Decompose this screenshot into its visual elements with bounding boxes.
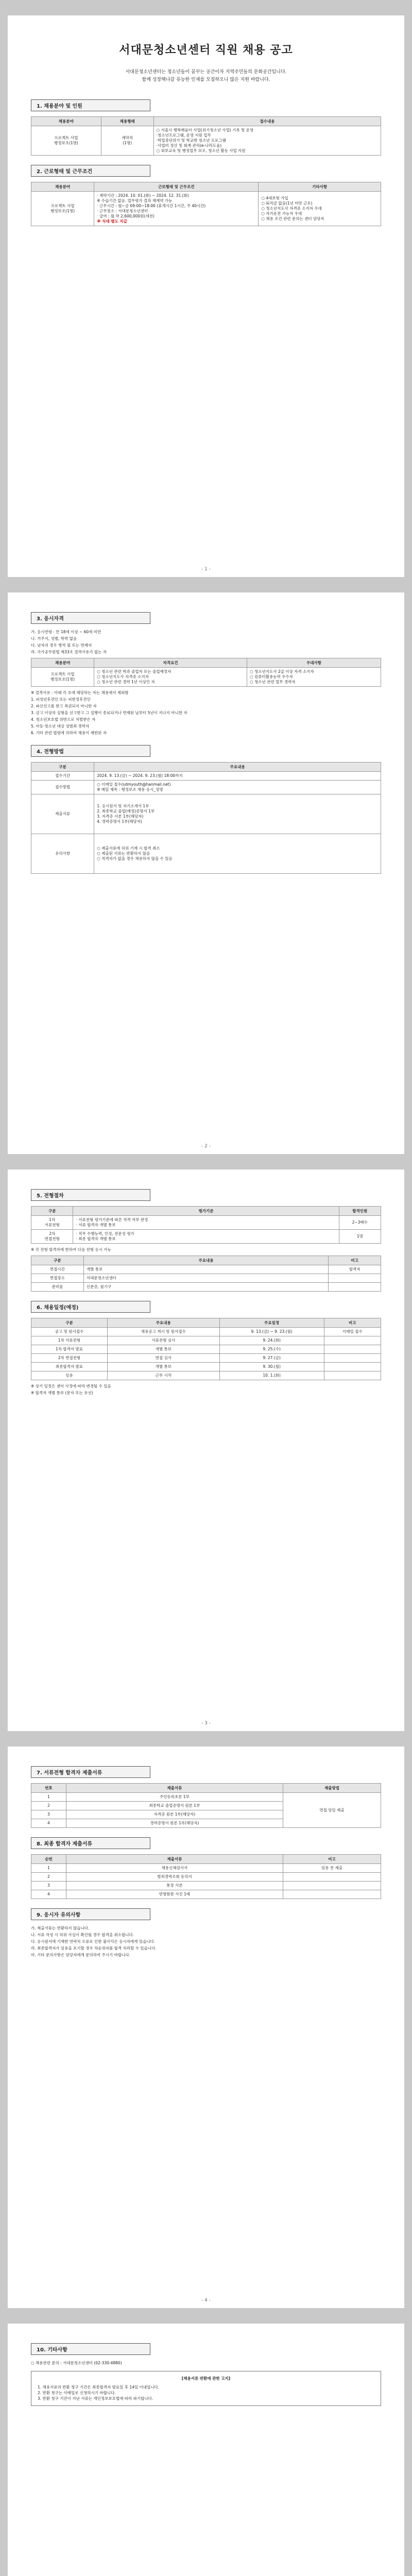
document-page: 10. 기타사항 ○ 채용관련 문의 : 서대문청소년센터 (02-330-4880) [채용서류 반환에 관한 고지] 1. 채용서류의 반환 청구 기간은 최종합격자 발표일 후 14일 이내입니다. 2. 반환 청구는 이메일로 신청하시기 바랍니다. 3. 반환 청구 기간이 지난 서류는 개인정보보호법에 따라 파기합니다.	[8, 2324, 404, 2576]
document-page: 3. 응시자격 가. 응시연령 : 만 18세 이상 ~ 60세 미만 나. 거주지, 성별, 학력 없음 다. 남자의 경우 병역 필 또는 면제자 라. 국가공무원법 제33조 결격사유가 없는 자 채용분야 자격요건 우대사항 프로젝트 사업 행정보조(1명) ○ 청소년 관련 학과 졸업자 또는 졸업예정자 ○ 청소년지도사 자격증 소지자 ○ 청소년 관련 경력 1년 이상인 자 ○ 청소년지도사 2급 이상 자격 소지자 ○ 컴퓨터활용능력 우수자 ○ 청소년 관련 업무 경력자 ※ 결격사유 : 아래 각 호에 해당하는 자는 채용에서 제외함 1. 피성년후견인 또는 피한정후견인 2. 파산선고를 받고 복권되지 아니한 자 3. 금고 이상의 실형을 선고받고 그 집행이 종료되거나 면제된 날부터 5년이 지나지 아니한 자 4. 청소년보호법 위반으로 처벌받은 자 5. 아동·청소년 대상 성범죄 경력자 6. 기타 관련 법령에 의하여 채용이 제한된 자 4. 전형방법 구분 주요내용 접수기간 2024. 9. 13.(금) ~ 2024. 9. 23.(월) 18:00까지 접수방법 ○ 이메일 접수(sdmyouth@hanmail.net) ※ 메일 제목 : 행정보조 채용 응시_성명 제출서류 1. 응시원서 및 자기소개서 1부 2. 최종학교 졸업(예정)증명서 1부 3. 자격증 사본 1부(해당자) 4. 경력증명서 1부(해당자) 유의사항 ○ 제출서류에 허위 기재 시 합격 취소 ○ 제출된 서류는 반환하지 않음 ○ 적격자가 없을 경우 채용하지 않을 수 있음 - 2 -	[8, 592, 404, 1154]
page-title: 서대문청소년센터 직원 채용 공고	[119, 44, 293, 57]
section-heading: 7. 서류전형 합격자 제출서류	[31, 1766, 150, 1778]
table: 구분 평가기준 합격인원 1차 서류전형 · 서류전형 평가기준에 따른 적격 여부 판정 · 서류 합격자 개별 통보 2~3배수 2차 면접전형 · 직무 수행능력, 인성, 전문성 평가 · 최종 합격자 개별 통보 1명	[31, 1206, 381, 1244]
table: 채용분야 근로형태 및 근무조건 기타사항 프로젝트 사업 행정보조(1명) · 계약기간 : 2024. 10. 01.(화) ~ 2024. 12. 31.(화) ※ 수습기간 없음. 업무평가 결과 재계약 가능 · 근무시간 : 월~금 09:00~18:00 (휴게시간 1시간, 주 40시간) · 근무장소 : 서대문청소년센터 · 급여 : 월 약 2,600,000원(세전) ※ 식대 별도 지급 ○ 4대보험 가입 ○ 퇴직금 없음(1년 미만 근로) ○ 청소년지도사 자격증 소지자 우대 ○ 자가운전 가능자 우대 ○ 채용 조건 관련 문의는 센터 담당자	[31, 182, 381, 226]
document-page	[8, 15, 404, 577]
section-heading: 1. 채용분야 및 인원	[31, 99, 150, 111]
table: 구분 주요내용 주요일정 비고 공고 및 원서접수 채용공고 게시 및 원서접수 9. 13.(금) ~ 9. 23.(월) 이메일 접수 1차 서류전형 서류전형 심사 9. 24.(화) 1차 합격자 발표 개별 통보 9. 25.(수) 2차 면접전형 면접 심사 9. 27.(금) 최종합격자 발표 개별 통보 9. 30.(월) 임용 근무 시작 10. 1.(화)	[31, 1318, 381, 1380]
table: 채용분야 채용형태 접수내용 프로젝트 사업 행정보조(1명) 계약직 (1명) ○ 서울시 행복배움터 사업(위기청소년 사업) 기록 및 운영 ·청소년프로그램, 운영 지원 업무 ·학업중단위기 및 학교밖 청소년 프로그램 ·사업비 정산 및 회계 관리(e-나라도움) ○ 외부교육 및 행정업무 보조, 청소년 활동 사업 지원	[31, 116, 381, 156]
page-number: - 3 -	[201, 1721, 211, 1726]
table: 번호 제출서류 제출방법 1 주민등록초본 1부 면접 당일 제출 2 최종학교 졸업증명서 원본 1부 3 자격증 원본 1부(해당자) 4 경력증명서 원본 1부(해당자)	[31, 1783, 381, 1828]
table: 구분 주요내용 비고 면접시간 개별 통보 합격자 면접장소 서대문청소년센터 준비물 신분증, 필기구	[31, 1256, 381, 1292]
section-heading: 3. 응시자격	[31, 612, 150, 624]
section-heading: 8. 최종 합격자 제출서류	[31, 1837, 150, 1849]
section-heading: 9. 응시자 유의사항	[31, 1908, 150, 1920]
intro-text: 서대문청소년센터는 청소년들이 꿈꾸는 공간이자 지역주민들의 문화공간입니다. 함께 성장해나갈 유능한 인재를 모집하오니 많은 지원 바랍니다.	[125, 70, 287, 82]
section-heading: 6. 채용일정(예정)	[31, 1301, 150, 1313]
page-number: - 1 -	[201, 567, 211, 572]
section-heading: 4. 전형방법	[31, 745, 150, 757]
section-heading: 10. 기타사항	[31, 2343, 150, 2355]
table: 채용분야 자격요건 우대사항 프로젝트 사업 행정보조(1명) ○ 청소년 관련 학과 졸업자 또는 졸업예정자 ○ 청소년지도사 자격증 소지자 ○ 청소년 관련 경력 1년 이상인 자 ○ 청소년지도사 2급 이상 자격 소지자 ○ 컴퓨터활용능력 우수자 ○ 청소년 관련 업무 경력자	[31, 658, 381, 687]
section-heading: 5. 전형절차	[31, 1189, 150, 1201]
notice-box: [채용서류 반환에 관한 고지] 1. 채용서류의 반환 청구 기간은 최종합격자 발표일 후 14일 이내입니다. 2. 반환 청구는 이메일로 신청하시기 바랍니다. 3. 반환 청구 기간이 지난 서류는 개인정보보호법에 따라 파기합니다.	[31, 2371, 381, 2406]
page-number: - 4 -	[201, 2298, 211, 2303]
section-heading: 2. 근로형태 및 근무조건	[31, 165, 150, 177]
document-page: 7. 서류전형 합격자 제출서류 번호 제출서류 제출방법 1 주민등록초본 1부 면접 당일 제출 2 최종학교 졸업증명서 원본 1부 3 자격증 원본 1부(해당자) 4 경력증명서 원본 1부(해당자) 8. 최종 합격자 제출서류 순번 제출서류 비고 1 채용신체검사서 임용 전 제출 2 범죄경력조회 동의서 3 통장 사본 4 반명함판 사진 1매 9. 응시자 유의사항 가. 제출서류는 반환하지 않습니다. 나. 서류 작성 시 허위 사실이 확인될 경우 합격을 취소합니다. 다. 응시원서에 기재한 연락처 오류로 인한 불이익은 응시자에게 있습니다. 라. 최종합격자가 임용을 포기할 경우 차순위자를 합격 처리할 수 있습니다. 마. 기타 문의사항은 담당자에게 문의하여 주시기 바랍니다. - 4 -	[8, 1747, 404, 2308]
page-number: - 2 -	[201, 1144, 211, 1149]
document-page: 5. 전형절차 구분 평가기준 합격인원 1차 서류전형 · 서류전형 평가기준에 따른 적격 여부 판정 · 서류 합격자 개별 통보 2~3배수 2차 면접전형 · 직무 수행능력, 인성, 전문성 평가 · 최종 합격자 개별 통보 1명 ※ 각 전형 합격자에 한하여 다음 전형 응시 가능 구분 주요내용 비고 면접시간 개별 통보 합격자 면접장소 서대문청소년센터 준비물 신분증, 필기구 6. 채용일정(예정) 구분 주요내용 주요일정 비고 공고 및 원서접수 채용공고 게시 및 원서접수 9. 13.(금) ~ 9. 23.(월) 이메일 접수 1차 서류전형 서류전형 심사 9. 24.(화) 1차 합격자 발표 개별 통보 9. 25.(수) 2차 면접전형 면접 심사 9. 27.(금) 최종합격자 발표 개별 통보 9. 30.(월) 임용 근무 시작 10. 1.(화) ※ 상기 일정은 센터 사정에 따라 변경될 수 있음 ※ 합격자 개별 통보 (문자 또는 유선) - 3 -	[8, 1170, 404, 1731]
table: 구분 주요내용 접수기간 2024. 9. 13.(금) ~ 2024. 9. 23.(월) 18:00까지 접수방법 ○ 이메일 접수(sdmyouth@hanmail.net) ※ 메일 제목 : 행정보조 채용 응시_성명 제출서류 1. 응시원서 및 자기소개서 1부 2. 최종학교 졸업(예정)증명서 1부 3. 자격증 사본 1부(해당자) 4. 경력증명서 1부(해당자) 유의사항 ○ 제출서류에 허위 기재 시 합격 취소 ○ 제출된 서류는 반환하지 않음 ○ 적격자가 없을 경우 채용하지 않을 수 있음	[31, 762, 381, 874]
table: 순번 제출서류 비고 1 채용신체검사서 임용 전 제출 2 범죄경력조회 동의서 3 통장 사본 4 반명함판 사진 1매	[31, 1854, 381, 1899]
